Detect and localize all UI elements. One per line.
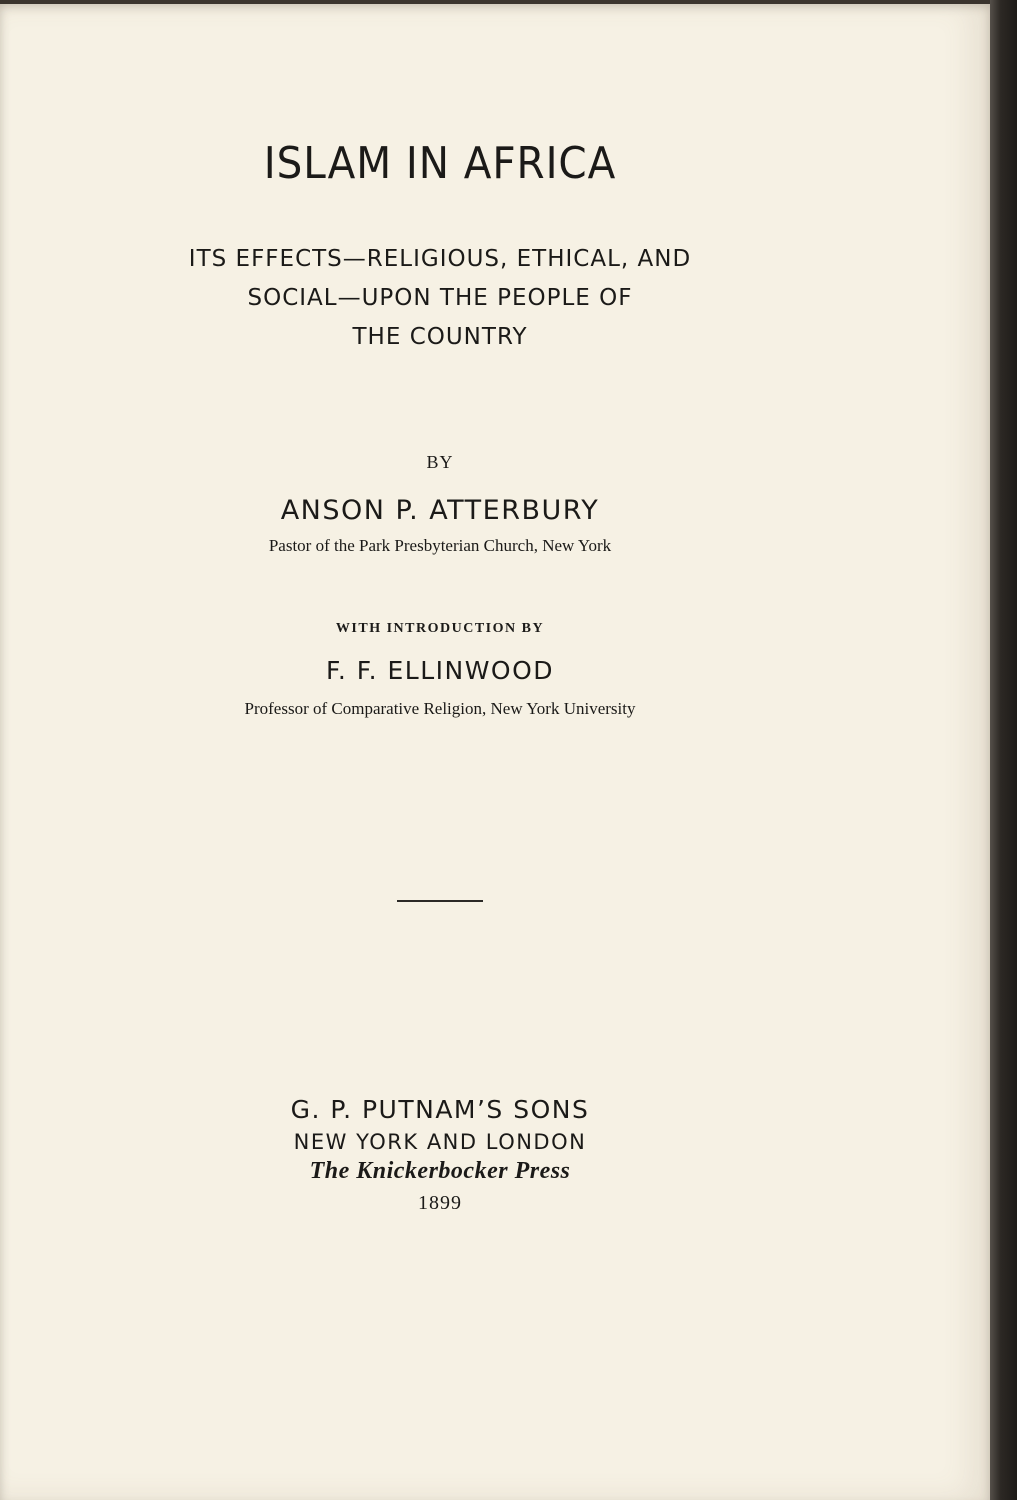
by-label: BY: [426, 452, 454, 472]
author-name: ANSON P. ATTERBURY: [280, 495, 600, 526]
author-role: Pastor of the Park Presbyterian Church, New York: [268, 536, 612, 555]
book-subtitle: [0, 240, 880, 357]
publisher-place: NEW YORK AND LONDON: [293, 1130, 587, 1154]
subtitle-line-1: ITS EFFECTS—RELIGIOUS, ETHICAL, AND: [188, 246, 692, 272]
introduction-author-role: Professor of Comparative Religion, New York University: [244, 699, 636, 718]
publisher-name: G. P. PUTNAM’S SONS: [290, 1095, 590, 1124]
publication-year: 1899: [418, 1192, 462, 1214]
book-title: ISLAM IN AFRICA: [263, 138, 617, 189]
subtitle-line-2: SOCIAL—UPON THE PEOPLE OF: [247, 285, 633, 311]
introduction-author-name: F. F. ELLINWOOD: [325, 656, 555, 685]
introduction-label: WITH INTRODUCTION BY: [335, 621, 545, 636]
press-name: The Knickerbocker Press: [309, 1158, 571, 1184]
subtitle-line-3: THE COUNTRY: [352, 324, 528, 350]
page-top-edge: [0, 0, 990, 4]
book-spine-edge: [990, 0, 1017, 1500]
section-divider: [397, 900, 483, 902]
